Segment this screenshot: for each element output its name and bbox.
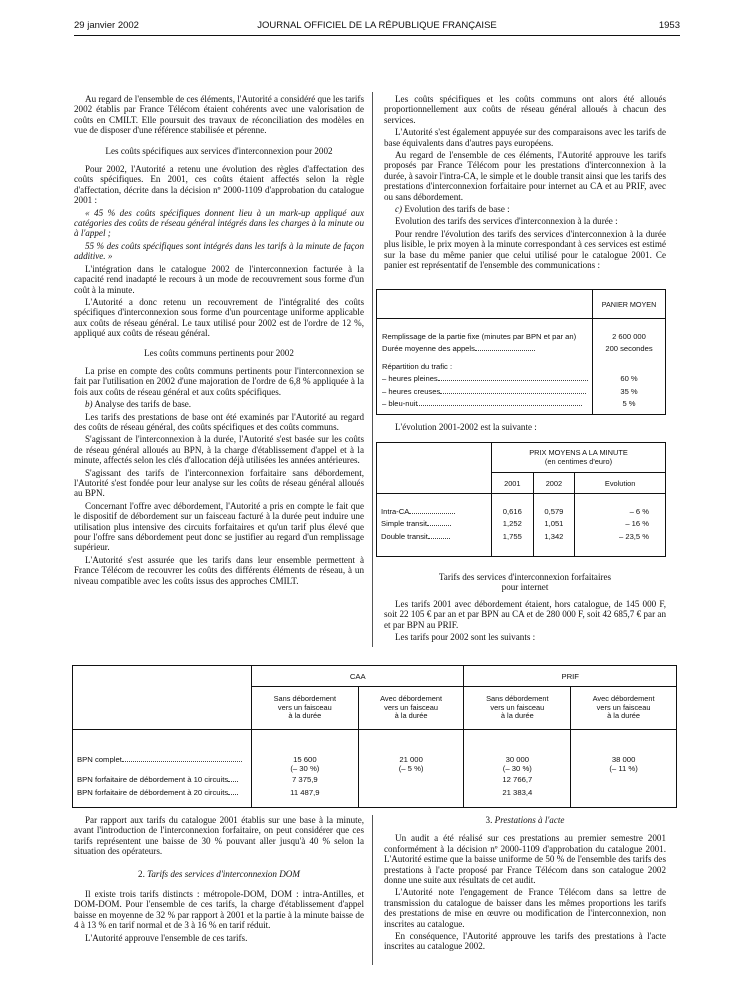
column-right-top (384, 94, 666, 273)
paragraph: Les coûts spécifiques et les coûts communs ont alors été alloués proportionnellement aux coûts de réseau général alloués à chacun des services. (384, 94, 666, 125)
spacer-cell (252, 730, 359, 755)
table-row-label: Durée moyenne des appels (377, 343, 593, 356)
table-cell (571, 774, 677, 787)
table-cell: 30 000 (– 30 %) (464, 754, 571, 774)
table-cell: 12 766,7 (464, 774, 571, 787)
table-row-label: – heures creuses (377, 385, 593, 398)
table-cell (571, 787, 677, 808)
header-date: 29 janvier 2002 (74, 20, 139, 31)
table-cell: 21 000 (– 5 %) (358, 754, 464, 774)
section-heading: Les coûts spécifiques aux services d'interconnexion pour 2002 (105, 145, 333, 156)
paragraph: Au regard de l'ensemble de ces éléments, l'Autorité approuve les tarifs proposés par France Télécom pour les prestations d'interconnexion à la durée, à savoir l'intra-CA, le simple et le double transit ainsi que les tarifs des prestations d'interconnexion forfaitaire pour internet au CA et au PRIF, avec ou sans débordement. (384, 150, 666, 202)
header-rule (74, 35, 680, 36)
column-right-bottom (384, 815, 666, 954)
spacer-cell (73, 730, 252, 755)
table-cell: – 23,5 % (575, 530, 666, 556)
table-row-label: BPN complet (73, 754, 252, 774)
paragraph: Pour 2002, l'Autorité a retenu une évolution des règles d'affectation des coûts spécifiques. En 2001, ces coûts étaient affectés selon la règle d'affectation, décrite dans la décision nº 2000-1109 d'approbation du catalogue 2001 : (74, 164, 364, 206)
table-cell: 11 487,9 (252, 787, 359, 808)
table-cell: 2 600 000 (593, 319, 666, 343)
column-header: PANIER MOYEN (593, 290, 666, 319)
table-row-label: Intra-CA (377, 494, 492, 518)
paragraph: En conséquence, l'Autorité approuve les tarifs des prestations à l'acte inscrites au catalogue 2002. (384, 931, 666, 952)
section-heading: Tarifs des services d'interconnexion forfaitaires (438, 572, 612, 582)
section-heading: 2. Tarifs des services d'interconnexion DOM (138, 868, 300, 879)
paragraph: Les tarifs des prestations de base ont été examinés par l'Autorité au regard des coûts de réseau général, des coûts spécifiques et des coûts communs. (74, 411, 364, 432)
column-header: 2001 (492, 473, 534, 494)
page-number: 1953 (658, 20, 680, 31)
paragraph: L'Autorité s'est assurée que les tarifs dans leur ensemble permettent à France Télécom de recouvrer les coûts des différents éléments de réseau, à un niveau compatible avec les coûts issus des approches CMILT. (74, 554, 364, 586)
table-row-label: Double transit (377, 530, 492, 556)
column-header: Evolution (575, 473, 666, 494)
table-cell: 5 % (593, 398, 666, 415)
paragraph: S'agissant de l'interconnexion à la durée, l'Autorité s'est basée sur les coûts de réseau général alloués au BPN, à la charge d'établissement d'appel et à la minute, affectés selon les clés d'allocation déjà utilisées les années antérieures. (74, 434, 364, 466)
paragraph: L'Autorité a donc retenu un recouvrement de l'intégralité des coûts spécifiques d'interconnexion sous forme d'un pourcentage uniforme applicable aux coûts de réseau général. Le taux utilisé pour 2002 est de l'ordre de 12 %, appliqué aux coûts de réseau général. (74, 296, 364, 339)
table-cell: 1,342 (533, 530, 575, 556)
paragraph: S'agissant des tarifs de l'interconnexion forfaitaire sans débordement, l'Autorité s'est fondée pour leur analyse sur les coûts de réseau général alloués au BPN. (74, 467, 364, 499)
table-corner (377, 443, 492, 494)
paragraph: Les tarifs 2001 avec débordement étaient, hors catalogue, de 145 000 F, soit 22 105 € par an et par BPN au CA et de 280 000 F, soit 42 685,7 € par an et par BPN au PRIF. (384, 598, 666, 630)
table-cell: 35 % (593, 385, 666, 398)
paragraph: Evolution des tarifs des services d'interconnexion à la durée : (395, 216, 618, 227)
paragraph (384, 204, 666, 214)
table-cell: 0,616 (492, 494, 534, 518)
table-group-header: PRIX MOYENS A LA MINUTE (en centimes d'euro) (492, 443, 666, 473)
table-corner (377, 290, 593, 319)
table-cell (358, 787, 464, 808)
table-group-header: PRIF (464, 666, 677, 687)
table-row-label: – heures pleines (377, 373, 593, 386)
table-cell: 200 secondes (593, 343, 666, 356)
item-text: Analyse des tarifs de base. (94, 399, 192, 410)
column-header: Avec débordement vers un faisceau à la durée (358, 687, 464, 730)
paragraph: Concernant l'offre avec débordement, l'Autorité a pris en compte le fait que le dispositif de débordement sur un faisceau facturé à la durée peut induire une utilisation plus intensive des circuits forfaitaires et qu'un tarif plus élevé que pour l'offre sans débordement peut donc se justifier au regard d'un remplissage supérieur. (74, 500, 364, 553)
paragraph: Par rapport aux tarifs du catalogue 2001 établis sur une base à la minute, avant l'introduction de l'interconnexion forfaitaire, on peut considérer que ces tarifs représentent une baisse de 30 % pouvant aller jusqu'à 40 % selon la situation des opérateurs. (74, 815, 364, 857)
forfait-tariffs-table (72, 665, 677, 808)
page-header (74, 20, 680, 34)
table-cell (593, 355, 666, 373)
column-divider (372, 815, 373, 965)
table-cell: 15 600 (– 30 %) (252, 754, 359, 774)
quote: 55 % des coûts spécifiques sont intégrés dans les tarifs à la minute de façon additive. » (74, 240, 364, 262)
quote: « 45 % des coûts spécifiques donnent lieu à un mark-up appliqué aux catégories des coûts de réseau général intégrés dans les charges à la minute ou à l'appel ; (74, 207, 364, 239)
table-row-label: Répartition du trafic : (382, 361, 453, 371)
paragraph: L'Autorité s'est également appuyée sur des comparaisons avec les tarifs de base équivalents dans d'autres pays européens. (384, 127, 666, 148)
paragraph: L'intégration dans le catalogue 2002 de l'interconnexion facturée à la capacité rend inadapté le recours à un mode de recouvrement sous forme d'un coût à la minute. (74, 263, 364, 295)
table-cell: – 16 % (575, 518, 666, 531)
column-divider (372, 92, 373, 647)
column-left-bottom (74, 815, 364, 945)
table-row-label: BPN forfaitaire de débordement à 20 circuits (73, 787, 252, 808)
table-group-header: CAA (252, 666, 464, 687)
table-cell: – 6 % (575, 494, 666, 518)
column-header: 2002 (533, 473, 575, 494)
item-label: c) (395, 204, 403, 215)
table-row-label: Simple transit (377, 518, 492, 531)
paragraph (74, 399, 364, 409)
forfait-section (384, 572, 666, 644)
paragraph: L'Autorité note l'engagement de France Télécom dans sa lettre de transmission du catalogue de baisser dans les mêmes proportions les tarifs des prestations de mise en œuvre ou modification de l'interconnexion, non inscrites au catalogue. (384, 887, 666, 929)
table-cell: 60 % (593, 373, 666, 386)
basket-table (376, 289, 666, 415)
spacer-cell (464, 730, 571, 755)
item-label: b) (85, 399, 93, 410)
spacer-cell (571, 730, 677, 755)
table-cell: 7 375,9 (252, 774, 359, 787)
table-cell: 0,579 (533, 494, 575, 518)
section-heading: Les coûts communs pertinents pour 2002 (144, 347, 294, 358)
table-row-label: BPN forfaitaire de débordement à 10 circuits (73, 774, 252, 787)
column-header: Sans débordement vers un faisceau à la durée (252, 687, 359, 730)
table-corner (73, 666, 252, 730)
table-cell: 21 383,4 (464, 787, 571, 808)
table-cell: 1,051 (533, 518, 575, 531)
column-header: Sans débordement vers un faisceau à la durée (464, 687, 571, 730)
paragraph: Pour rendre l'évolution des tarifs des services d'interconnexion à la durée plus lisible, le prix moyen à la minute correspondant à ces services est estimé sur la base du même panier que celui utilisé pour le catalogue 2001. Ce panier est représentatif de l'ensemble des communications : (384, 228, 666, 271)
section-heading: pour internet (501, 582, 549, 593)
table-cell: 1,755 (492, 530, 534, 556)
evolution-intro (384, 422, 666, 434)
table-row-label: Remplissage de la partie fixe (minutes par BPN et par an) (382, 331, 577, 341)
paragraph: L'Autorité approuve l'ensemble de ces tarifs. (85, 932, 248, 943)
paragraph: Un audit a été réalisé sur ces prestations au premier semestre 2001 conformément à la décision nº 2000-1109 d'approbation du catalogue 2001. L'Autorité estime que la baisse uniforme de 50 % de l'ensemble des tarifs des prestations à l'acte proposé par France Télécom dans son catalogue 2002 donne une suite aux résultats de cet audit. (384, 833, 666, 886)
average-price-table (376, 442, 666, 557)
paragraph: L'évolution 2001-2002 est la suivante : (395, 422, 537, 432)
column-left-top (74, 94, 364, 588)
spacer-cell (358, 730, 464, 755)
paragraph: Les tarifs pour 2002 sont les suivants : (395, 632, 536, 643)
paragraph: La prise en compte des coûts communs pertinents pour l'interconnexion se fait par l'utilisation en 2002 d'une majoration de l'ordre de 6,8 % appliquée à la fois aux coûts de réseau général et aux coûts spécifiques. (74, 365, 364, 397)
section-heading: 3. Prestations à l'acte (485, 815, 565, 825)
paragraph: Au regard de l'ensemble de ces éléments, l'Autorité a considéré que les tarifs 2002 établis par France Télécom étaient cohérents avec une valorisation de coûts en CMILT. Elle poursuit des travaux de réconciliation des modèles en vue de disposer d'une référence stabilisée et pérenne. (74, 94, 364, 136)
item-text: Evolution des tarifs de base : (404, 204, 510, 215)
paragraph: Il existe trois tarifs distincts : métropole-DOM, DOM : intra-Antilles, et DOM-DOM. Pour l'ensemble de ces tarifs, la charge d'établissement d'appel baisse en moyenne de 32 % par rapport à 2001 et la partie à la minute baisse de 4 à 13 % en tarif normal et de 3 à 16 % en tarif réduit. (74, 889, 364, 931)
table-cell: 38 000 (– 11 %) (571, 754, 677, 774)
journal-title: JOURNAL OFFICIEL DE LA RÉPUBLIQUE FRANÇAISE (257, 20, 497, 31)
column-header: Avec débordement vers un faisceau à la durée (571, 687, 677, 730)
table-cell (358, 774, 464, 787)
table-cell: 1,252 (492, 518, 534, 531)
table-row-label: – bleu-nuit (377, 398, 593, 415)
